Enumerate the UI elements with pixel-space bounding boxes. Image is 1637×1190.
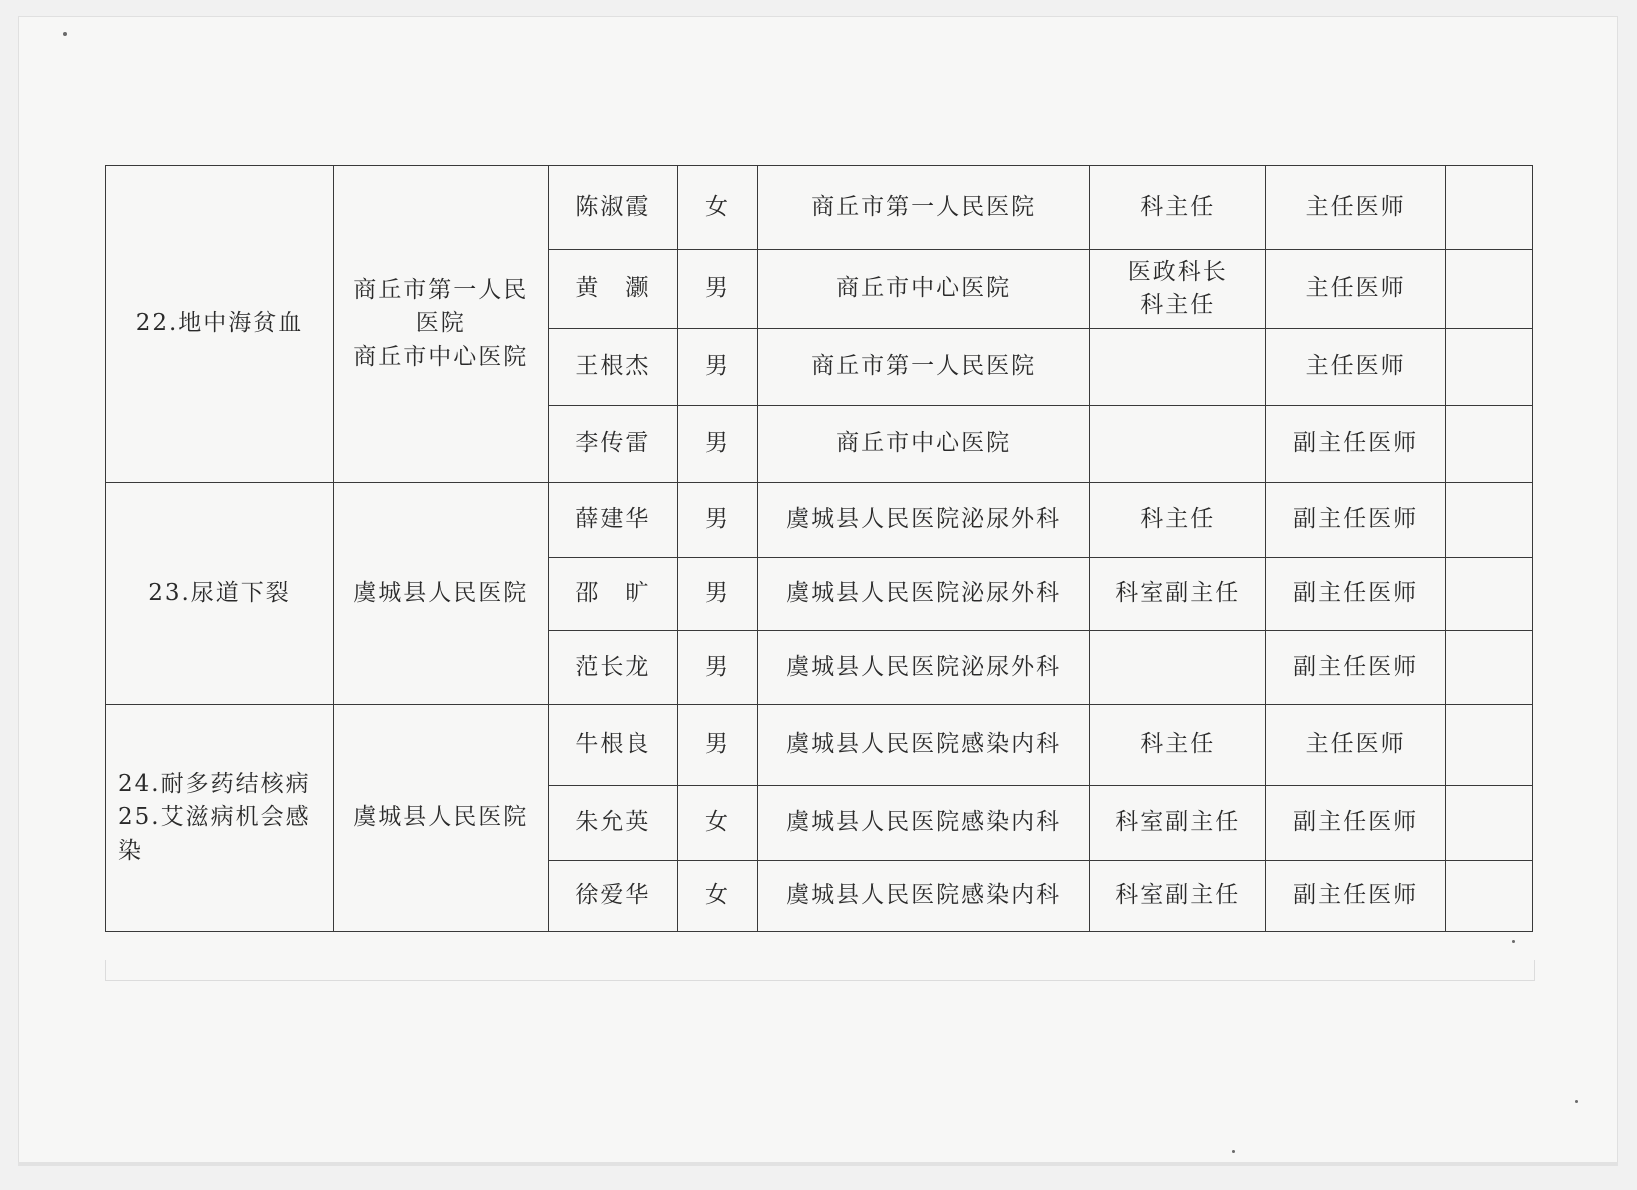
remark-cell [1446, 861, 1533, 932]
position-cell: 科主任 [1090, 483, 1266, 558]
bleed-through-line [105, 960, 1535, 981]
institution-cell: 商丘市第一人民 医院 商丘市中心医院 [334, 166, 548, 483]
title-cell: 主任医师 [1266, 166, 1446, 250]
table-row [106, 483, 1533, 558]
position-cell: 科主任 [1090, 705, 1266, 786]
name-cell: 邵 旷 [548, 558, 678, 631]
position-cell: 科主任 [1090, 166, 1266, 250]
gender-cell: 男 [678, 406, 758, 483]
gender-cell: 女 [678, 166, 758, 250]
position-cell [1090, 329, 1266, 406]
position-cell: 医政科长 科主任 [1090, 250, 1266, 329]
table-row [106, 166, 1533, 250]
gender-cell: 男 [678, 705, 758, 786]
scan-speck [1512, 940, 1515, 943]
name-cell: 牛根良 [548, 705, 678, 786]
gender-cell: 男 [678, 558, 758, 631]
hospital-cell: 商丘市中心医院 [757, 406, 1090, 483]
name-cell: 李传雷 [548, 406, 678, 483]
remark-cell [1446, 483, 1533, 558]
hospital-cell: 商丘市第一人民医院 [757, 166, 1090, 250]
hospital-cell: 虞城县人民医院泌尿外科 [757, 558, 1090, 631]
title-cell: 副主任医师 [1266, 483, 1446, 558]
hospital-cell: 虞城县人民医院感染内科 [757, 861, 1090, 932]
remark-cell [1446, 786, 1533, 861]
institution-cell: 虞城县人民医院 [334, 483, 548, 705]
hospital-cell: 虞城县人民医院感染内科 [757, 705, 1090, 786]
hospital-cell: 虞城县人民医院泌尿外科 [757, 483, 1090, 558]
remark-cell [1446, 329, 1533, 406]
name-cell: 徐爱华 [548, 861, 678, 932]
scan-edge [18, 1162, 1618, 1166]
table-row [106, 705, 1533, 786]
remark-cell [1446, 705, 1533, 786]
name-cell: 朱允英 [548, 786, 678, 861]
title-cell: 主任医师 [1266, 329, 1446, 406]
institution-cell: 虞城县人民医院 [334, 705, 548, 932]
title-cell: 副主任医师 [1266, 406, 1446, 483]
scan-speck [1232, 1150, 1235, 1153]
disease-cell: 24.耐多药结核病 25.艾滋病机会感 染 [106, 705, 334, 932]
title-cell: 主任医师 [1266, 705, 1446, 786]
position-cell [1090, 631, 1266, 705]
gender-cell: 男 [678, 483, 758, 558]
position-cell: 科室副主任 [1090, 861, 1266, 932]
remark-cell [1446, 166, 1533, 250]
name-cell: 王根杰 [548, 329, 678, 406]
title-cell: 副主任医师 [1266, 631, 1446, 705]
hospital-cell: 虞城县人民医院泌尿外科 [757, 631, 1090, 705]
title-cell: 副主任医师 [1266, 558, 1446, 631]
hospital-cell: 商丘市第一人民医院 [757, 329, 1090, 406]
gender-cell: 男 [678, 250, 758, 329]
position-cell: 科室副主任 [1090, 786, 1266, 861]
title-cell: 主任医师 [1266, 250, 1446, 329]
gender-cell: 女 [678, 786, 758, 861]
name-cell: 陈淑霞 [548, 166, 678, 250]
remark-cell [1446, 631, 1533, 705]
scan-speck [1575, 1100, 1578, 1103]
name-cell: 黄 灏 [548, 250, 678, 329]
position-cell: 科室副主任 [1090, 558, 1266, 631]
remark-cell [1446, 558, 1533, 631]
position-cell [1090, 406, 1266, 483]
disease-cell: 22.地中海贫血 [106, 166, 334, 483]
hospital-cell: 虞城县人民医院感染内科 [757, 786, 1090, 861]
disease-cell: 23.尿道下裂 [106, 483, 334, 705]
scan-speck [63, 32, 67, 36]
gender-cell: 男 [678, 329, 758, 406]
name-cell: 范长龙 [548, 631, 678, 705]
expert-roster-table [105, 165, 1533, 932]
hospital-cell: 商丘市中心医院 [757, 250, 1090, 329]
remark-cell [1446, 406, 1533, 483]
name-cell: 薛建华 [548, 483, 678, 558]
title-cell: 副主任医师 [1266, 786, 1446, 861]
title-cell: 副主任医师 [1266, 861, 1446, 932]
gender-cell: 女 [678, 861, 758, 932]
remark-cell [1446, 250, 1533, 329]
gender-cell: 男 [678, 631, 758, 705]
